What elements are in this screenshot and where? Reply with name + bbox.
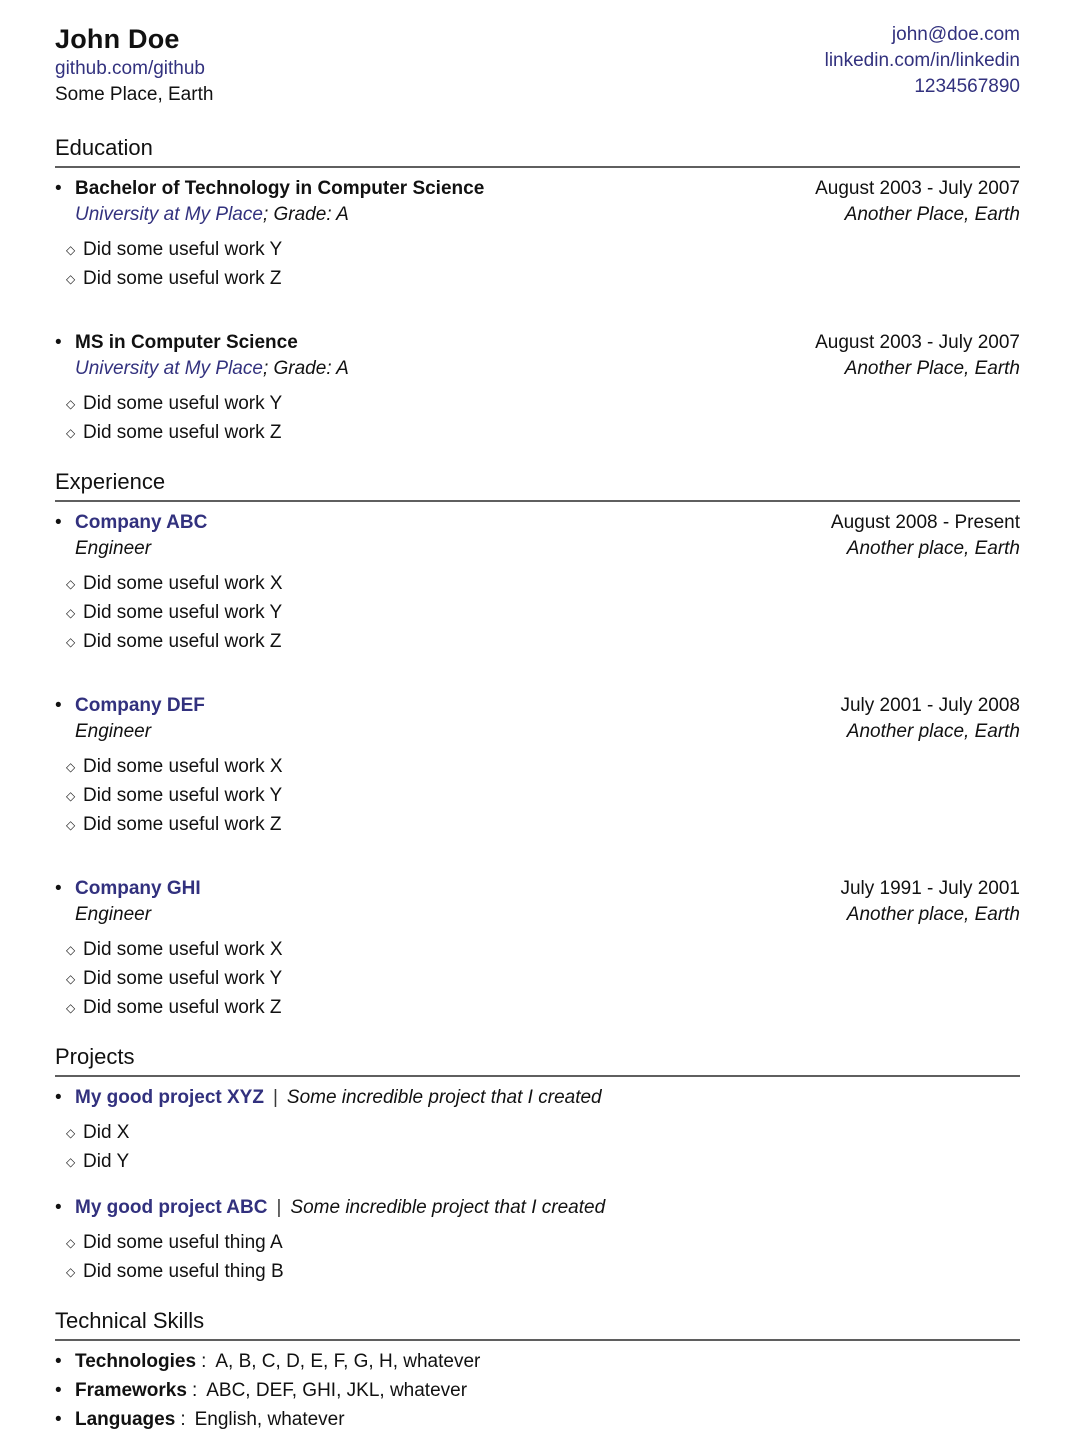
entry-location: Another place, Earth	[846, 904, 1020, 925]
bullet-item: ◇ Did some useful work Y	[66, 391, 1020, 417]
experience-entry	[55, 693, 1020, 838]
bullet-item: ◇ Did some useful work Y	[66, 237, 1020, 263]
skill-separator: :	[180, 1409, 186, 1430]
experience-bullets	[66, 754, 1020, 838]
skill-row	[55, 1407, 1020, 1433]
job-role: Engineer	[75, 904, 152, 925]
section-education	[55, 134, 1020, 446]
project-description: Some incredible project that I created	[290, 1197, 606, 1218]
bullet-icon	[55, 1407, 75, 1433]
bullet-item: ◇ Did some useful work Z	[66, 995, 1020, 1021]
skill-value: ABC, DEF, GHI, JKL, whatever	[206, 1380, 468, 1401]
bullet-icon	[55, 1085, 75, 1111]
bullet-item: ◇ Did some useful work X	[66, 937, 1020, 963]
job-role: Engineer	[75, 721, 152, 742]
section-rule	[55, 1075, 1020, 1077]
education-section-title: Education	[55, 135, 153, 160]
project-divider: |	[272, 1087, 278, 1108]
job-role: Engineer	[75, 538, 152, 559]
company-link[interactable]: Company DEF	[75, 695, 205, 716]
section-rule	[55, 500, 1020, 502]
header-right	[825, 22, 1020, 100]
bullet-item: ◇ Did some useful work X	[66, 754, 1020, 780]
entry-dates: August 2008 - Present	[830, 512, 1020, 533]
skill-value: A, B, C, D, E, F, G, H, whatever	[215, 1351, 481, 1372]
entry-dates: August 2003 - July 2007	[815, 178, 1020, 199]
bullet-icon	[55, 1378, 75, 1404]
skill-row	[55, 1349, 1020, 1375]
entry-location: Another Place, Earth	[844, 204, 1020, 225]
bullet-item: ◇ Did some useful work Z	[66, 266, 1020, 292]
section-experience	[55, 468, 1020, 1021]
experience-entry	[55, 510, 1020, 655]
skills-section-title: Technical Skills	[55, 1308, 205, 1333]
entry-dates: July 1991 - July 2001	[840, 878, 1020, 899]
grade-text: ; Grade: A	[262, 358, 349, 379]
person-name: John Doe	[55, 24, 180, 54]
bullet-icon	[55, 876, 75, 902]
projects-section-title: Projects	[55, 1044, 135, 1069]
skill-row	[55, 1378, 1020, 1404]
skill-label: Technologies	[75, 1351, 197, 1372]
header-left	[55, 22, 213, 108]
skill-value: English, whatever	[194, 1409, 345, 1430]
project-link[interactable]: My good project XYZ	[75, 1087, 264, 1108]
skill-label: Languages	[75, 1409, 176, 1430]
section-rule	[55, 1339, 1020, 1341]
education-entry	[55, 176, 1020, 292]
bullet-item: ◇ Did X	[66, 1120, 1020, 1146]
entry-location: Another place, Earth	[846, 721, 1020, 742]
bullet-icon	[55, 693, 75, 719]
skill-label: Frameworks	[75, 1380, 187, 1401]
degree-title: MS in Computer Science	[75, 332, 298, 353]
project-entry	[55, 1085, 1020, 1175]
experience-bullets	[66, 937, 1020, 1021]
skills-list	[55, 1349, 1020, 1433]
bullet-icon	[55, 1349, 75, 1375]
company-link[interactable]: Company ABC	[75, 512, 208, 533]
experience-entry	[55, 876, 1020, 1021]
bullet-item: ◇ Did some useful work Z	[66, 812, 1020, 838]
experience-bullets	[66, 571, 1020, 655]
bullet-item: ◇ Did some useful work Z	[66, 420, 1020, 446]
project-description: Some incredible project that I created	[286, 1087, 602, 1108]
bullet-icon	[55, 330, 75, 356]
section-rule	[55, 166, 1020, 168]
degree-title: Bachelor of Technology in Computer Science	[75, 178, 485, 199]
section-projects	[55, 1043, 1020, 1285]
project-bullets	[66, 1120, 1020, 1175]
bullet-item: ◇ Did Y	[66, 1149, 1020, 1175]
bullet-item: ◇ Did some useful work Y	[66, 600, 1020, 626]
bullet-item: ◇ Did some useful thing A	[66, 1230, 1020, 1256]
linkedin-link[interactable]: linkedin.com/in/linkedin	[824, 50, 1020, 71]
institution-link[interactable]: University at My Place	[75, 204, 263, 225]
education-bullets	[66, 237, 1020, 292]
skill-separator: :	[191, 1380, 198, 1401]
email-link[interactable]: john@doe.com	[891, 24, 1020, 45]
bullet-icon	[55, 510, 75, 536]
education-entry	[55, 330, 1020, 446]
bullet-icon	[55, 1195, 75, 1221]
entry-dates: August 2003 - July 2007	[815, 332, 1020, 353]
project-entry	[55, 1195, 1020, 1285]
section-skills	[55, 1307, 1020, 1433]
bullet-item: ◇ Did some useful work X	[66, 571, 1020, 597]
skill-separator: :	[201, 1351, 207, 1372]
education-bullets	[66, 391, 1020, 446]
grade-text: ; Grade: A	[262, 204, 349, 225]
bullet-item: ◇ Did some useful thing B	[66, 1259, 1020, 1285]
project-bullets	[66, 1230, 1020, 1285]
person-location: Some Place, Earth	[55, 84, 214, 105]
resume-header	[55, 22, 1020, 108]
experience-section-title: Experience	[55, 469, 166, 494]
institution-link[interactable]: University at My Place	[75, 358, 263, 379]
phone-link[interactable]: 1234567890	[914, 76, 1020, 97]
entry-location: Another place, Earth	[846, 538, 1020, 559]
entry-location: Another Place, Earth	[844, 358, 1020, 379]
github-link[interactable]: github.com/github	[55, 58, 205, 79]
project-divider: |	[276, 1197, 282, 1218]
entry-dates: July 2001 - July 2008	[840, 695, 1020, 716]
bullet-icon	[55, 176, 75, 202]
bullet-item: ◇ Did some useful work Y	[66, 966, 1020, 992]
bullet-item: ◇ Did some useful work Z	[66, 629, 1020, 655]
bullet-item: ◇ Did some useful work Y	[66, 783, 1020, 809]
company-link[interactable]: Company GHI	[75, 878, 201, 899]
project-link[interactable]: My good project ABC	[75, 1197, 268, 1218]
